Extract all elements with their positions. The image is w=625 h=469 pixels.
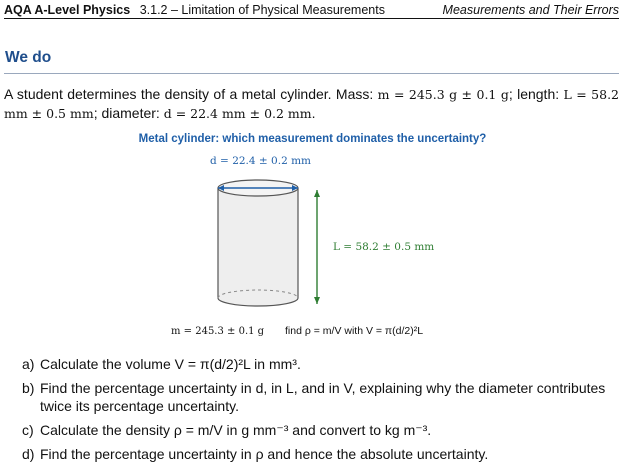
diameter-expression: d = 22.4 mm ± 0.2 mm [163, 106, 312, 121]
topic-title: 3.1.2 – Limitation of Physical Measurements [139, 3, 385, 17]
question-c [22, 421, 619, 439]
question-text: Calculate the volume V = π(d/2)²L in mm³. [40, 356, 301, 372]
diameter-label: d = 22.4 ± 0.2 mm [210, 155, 311, 167]
intro-text-4: . [311, 105, 316, 121]
cylinder-figure [160, 150, 460, 350]
chapter-title: Measurements and Their Errors [442, 3, 619, 17]
section-title: We do [5, 49, 52, 66]
header-divider [4, 18, 619, 19]
page-header [4, 2, 619, 18]
cylinder-body [218, 188, 298, 306]
density-formula-label: find ρ = m/V with V = π(d/2)²L [285, 325, 424, 337]
question-text: Find the percentage uncertainty in d, in L, and in V, explaining why the diameter contributes twice its percentage uncertainty. [40, 380, 606, 414]
length-label: L = 58.2 ± 0.5 mm [333, 241, 435, 253]
mass-label: m = 245.3 ± 0.1 g [171, 326, 265, 337]
question-b [22, 379, 619, 415]
question-list [22, 355, 619, 469]
length-arrow-top [314, 190, 320, 197]
question-text: Find the percentage uncertainty in ρ and hence the absolute uncertainty. [40, 446, 489, 462]
question-label: a) [22, 356, 35, 372]
course-title: AQA A-Level Physics [4, 3, 131, 17]
problem-statement [4, 85, 619, 123]
question-a [22, 355, 619, 373]
intro-text-3: ; diameter: [93, 105, 164, 121]
length-arrow-bottom [314, 297, 320, 304]
question-label: b) [22, 380, 35, 396]
question-d [22, 445, 619, 463]
question-text: Calculate the density ρ = m/V in g mm⁻³ and convert to kg m⁻³. [40, 422, 432, 438]
mass-expression: m = 245.3 g ± 0.1 g [377, 87, 509, 102]
figure-title: Metal cylinder: which measurement dominates the uncertainty? [138, 133, 487, 145]
intro-text-2: ; length: [508, 86, 564, 102]
intro-text-1: A student determines the density of a metal cylinder. Mass: [4, 86, 378, 102]
question-label: c) [22, 422, 34, 438]
question-label: d) [22, 446, 35, 462]
length-expression: L = 58.2 mm ± 0.5 mm [4, 87, 620, 121]
section-divider [4, 73, 619, 74]
